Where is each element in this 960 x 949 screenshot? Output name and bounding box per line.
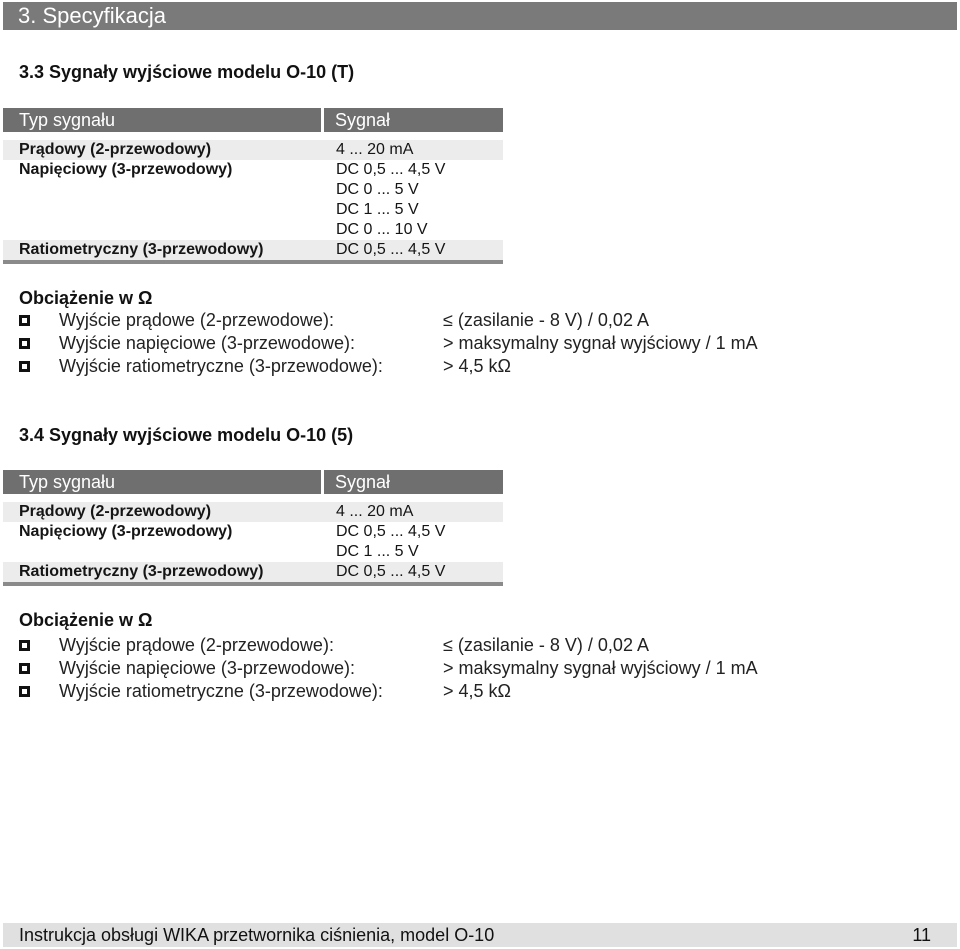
signal-table-3-3	[3, 108, 503, 264]
table-bottom-rule	[3, 260, 503, 264]
signal-value: 4 ... 20 mA	[336, 141, 414, 158]
header-divider	[321, 470, 324, 494]
table-row	[3, 140, 503, 160]
signal-type: Prądowy (2-przewodowy)	[19, 141, 212, 158]
table-header	[3, 108, 503, 132]
table-row	[3, 562, 503, 582]
load-list-3-4	[19, 634, 919, 703]
table-row	[3, 160, 503, 180]
list-item	[19, 355, 919, 378]
column-header-type: Typ sygnału	[19, 472, 116, 492]
table-bottom-rule	[3, 582, 503, 586]
square-bullet-icon	[19, 640, 30, 651]
load-value: > 4,5 kΩ	[443, 681, 511, 701]
square-bullet-icon	[19, 686, 30, 697]
signal-table-3-4	[3, 470, 503, 586]
load-list-3-3	[19, 309, 919, 378]
chapter-header	[3, 2, 957, 30]
signal-type: Napięciowy (3-przewodowy)	[19, 523, 233, 540]
signal-value: DC 0,5 ... 4,5 V	[336, 161, 446, 178]
header-divider	[321, 108, 324, 132]
load-label: Wyjście napięciowe (3-przewodowe):	[59, 658, 355, 678]
list-item	[19, 309, 919, 332]
column-header-type: Typ sygnału	[19, 110, 116, 130]
load-label: Wyjście ratiometryczne (3-przewodowe):	[59, 356, 383, 376]
signal-type: Prądowy (2-przewodowy)	[19, 503, 212, 520]
square-bullet-icon	[19, 663, 30, 674]
square-bullet-icon	[19, 315, 30, 326]
section-title-3-4: 3.4 Sygnały wyjściowe modelu O-10 (5)	[19, 425, 354, 445]
table-row	[3, 522, 503, 542]
column-header-signal: Sygnał	[335, 110, 391, 130]
list-item	[19, 634, 919, 657]
load-value: ≤ (zasilanie - 8 V) / 0,02 A	[443, 310, 649, 330]
signal-value: DC 1 ... 5 V	[336, 543, 419, 560]
table-row	[3, 542, 503, 562]
page-footer	[3, 923, 957, 947]
load-value: > maksymalny sygnał wyjściowy / 1 mA	[443, 333, 758, 353]
column-header-signal: Sygnał	[335, 472, 391, 492]
load-label: Wyjście napięciowe (3-przewodowe):	[59, 333, 355, 353]
load-label: Wyjście prądowe (2-przewodowe):	[59, 635, 334, 655]
square-bullet-icon	[19, 361, 30, 372]
signal-value: DC 0,5 ... 4,5 V	[336, 523, 446, 540]
table-row	[3, 200, 503, 220]
load-value: > maksymalny sygnał wyjściowy / 1 mA	[443, 658, 758, 678]
list-item	[19, 332, 919, 355]
table-row	[3, 240, 503, 260]
table-row	[3, 180, 503, 200]
footer-text: Instrukcja obsługi WIKA przetwornika ciśnienia, model O-10	[19, 925, 495, 945]
load-title-3-4: Obciążenie w Ω	[19, 610, 153, 630]
load-value: > 4,5 kΩ	[443, 356, 511, 376]
table-header	[3, 470, 503, 494]
signal-value: 4 ... 20 mA	[336, 503, 414, 520]
signal-type: Napięciowy (3-przewodowy)	[19, 161, 233, 178]
load-label: Wyjście prądowe (2-przewodowe):	[59, 310, 334, 330]
page-number: 11	[912, 925, 931, 945]
load-value: ≤ (zasilanie - 8 V) / 0,02 A	[443, 635, 649, 655]
list-item	[19, 657, 919, 680]
table-row	[3, 502, 503, 522]
signal-value: DC 0 ... 5 V	[336, 181, 419, 198]
signal-value: DC 0 ... 10 V	[336, 221, 428, 238]
square-bullet-icon	[19, 338, 30, 349]
load-title-3-3: Obciążenie w Ω	[19, 288, 153, 308]
signal-type: Ratiometryczny (3-przewodowy)	[19, 563, 264, 580]
list-item	[19, 680, 919, 703]
table-row	[3, 220, 503, 240]
signal-value: DC 1 ... 5 V	[336, 201, 419, 218]
section-title-3-3: 3.3 Sygnały wyjściowe modelu O-10 (T)	[19, 62, 355, 82]
signal-value: DC 0,5 ... 4,5 V	[336, 563, 446, 580]
chapter-title: 3. Specyfikacja	[18, 3, 166, 28]
load-label: Wyjście ratiometryczne (3-przewodowe):	[59, 681, 383, 701]
signal-value: DC 0,5 ... 4,5 V	[336, 241, 446, 258]
signal-type: Ratiometryczny (3-przewodowy)	[19, 241, 264, 258]
